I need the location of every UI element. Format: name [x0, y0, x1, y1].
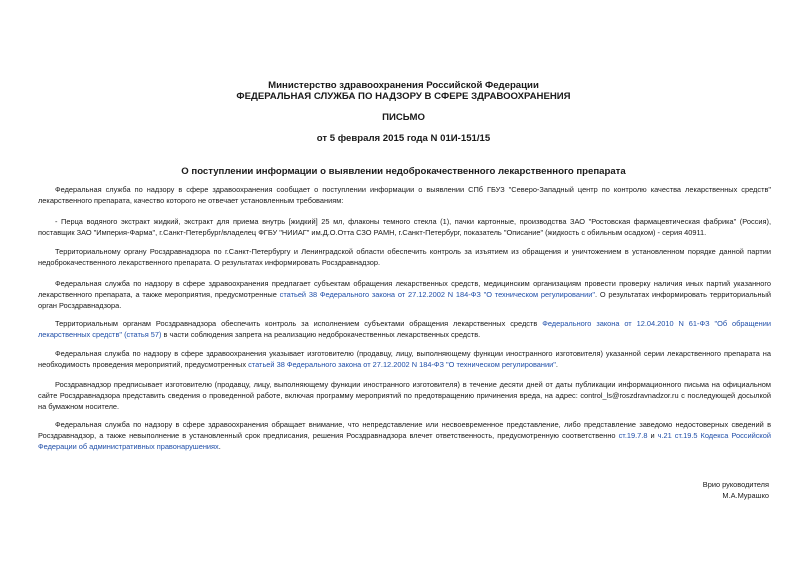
ministry-name: Министерство здравоохранения Российской Федерации: [268, 80, 539, 91]
paragraph-8-text-after: .: [218, 442, 221, 451]
paragraph-7: [38, 379, 771, 412]
paragraph-5-text-after: в части соблюдения запрета на реализацию недоброкачественных лекарственных средств.: [161, 330, 481, 339]
paragraph-7-text: Росздравнадзор предписывает изготовителю (продавцу, лицу, выполняющему функции иностранного изготовителя) в течение десяти дней от даты публикации информационного письма на официальном сайте Росздравнадзора представить сведения о проведенной работе, включая программу мероприятий по предотвращению причинения вреда, на адрес: control_ls@roszdravnadzor.ru с последующей досылкой на бумажном носителе.: [38, 380, 771, 411]
koap-article-19-5-link[interactable]: ч.21 ст.19.5: [657, 431, 698, 440]
paragraph-6-text-after: .: [555, 360, 558, 369]
paragraph-6: [38, 348, 771, 370]
paragraph-1-text: Федеральная служба по надзору в сфере здравоохранения сообщает о поступлении информации о выявлении СПб ГБУЗ "Северо-Западный центр по контролю качества лекарственных средств" лекарственного препарата, качество которого не отвечает установленным требованиям:: [38, 185, 771, 205]
paragraph-8: [38, 419, 771, 452]
paragraph-4-text-before: Федеральная служба по надзору в сфере здравоохранения предлагает субъектам обращения лекарственных средств, медицинским организациям провести проверку наличия иных партий указанного лекарственного препарата, а также мероприятия, предусмотренные: [38, 279, 771, 299]
law-184-fz-article-38-link[interactable]: статьей 38 Федерального закона от 27.12.2002 N 184-ФЗ "О техническом регулировании": [279, 290, 595, 299]
paragraph-5: [38, 318, 771, 340]
paragraph-4-text-after: . О результатах информировать территориальный орган Росздравнадзора.: [38, 290, 772, 310]
law-61-fz-link[interactable]: Федерального закона от 12.04.2010 N 61-ФЗ "Об обращении лекарственных средств": [38, 319, 771, 339]
document-date-number: от 5 февраля 2015 года N 01И-151/15: [316, 133, 491, 144]
paragraph-4: [38, 278, 771, 311]
signature-position: Врио руководителя: [702, 480, 769, 489]
article-57-link[interactable]: (статья 57): [124, 330, 162, 339]
document-subject: О поступлении информации о выявлении недоброкачественного лекарственного препарата: [181, 166, 626, 177]
law-184-fz-article-38-link-2[interactable]: статьей 38 Федерального закона от 27.12.2002 N 184-ФЗ "О техническом регулировании": [248, 360, 556, 369]
paragraph-6-text-before: Федеральная служба по надзору в сфере здравоохранения указывает изготовителю (продавцу, лицу, выполняющему функции иностранного изготовителя) указанной серии лекарственного препарата на необходимость проведения мероприятий, предусмотренных: [38, 349, 771, 369]
paragraph-1: [38, 184, 771, 206]
paragraph-8-text-before: Федеральная служба по надзору в сфере здравоохранения обращает внимание, что непредставление или несвоевременное представление, либо представление заведомо недостоверных сведений в Росздравнадзор, а также невыполнение в установленный срок предписания, решения Росздравнадзора влечет ответственность, предусмотренную соответственно: [38, 420, 771, 440]
paragraph-3: [38, 246, 771, 268]
signature-name: М.А.Мурашко: [722, 491, 769, 500]
koap-article-19-7-8-link[interactable]: ст.19.7.8: [618, 431, 648, 440]
service-name: ФЕДЕРАЛЬНАЯ СЛУЖБА ПО НАДЗОРУ В СФЕРЕ ЗДРАВООХРАНЕНИЯ: [236, 91, 571, 102]
paragraph-5-text-before: Территориальным органам Росздравнадзора обеспечить контроль за исполнением субъектами обращения лекарственных средств: [55, 319, 543, 328]
paragraph-2: [38, 216, 771, 238]
koap-code-link[interactable]: Кодекса Российской Федерации об административных правонарушениях: [38, 431, 771, 451]
document-type: ПИСЬМО: [382, 112, 425, 123]
paragraph-2-text: - Перца водяного экстракт жидкий, экстракт для приема внутрь [жидкий] 25 мл, флаконы темного стекла (1), пачки картонные, производства ЗАО "Ростовская фармацевтическая фабрика" (Россия), поставщик ЗАО "Империя-Фарма", г.Санкт-Петербург/владелец ФГБУ "НИИАГ" им.Д.О.Отта СЗО РАМН, г.Санкт-Петербург, показатель "Описание" (жидкость с обильным осадком) - серия 40911.: [38, 217, 771, 237]
paragraph-3-text: Территориальному органу Росздравнадзора по г.Санкт-Петербургу и Ленинградской области обеспечить контроль за изъятием из обращения и уничтожением в установленном порядке данной партии недоброкачественного лекарственного препарата. О результатах информировать Росздравнадзор.: [38, 247, 771, 267]
paragraph-8-and: и: [647, 431, 658, 440]
